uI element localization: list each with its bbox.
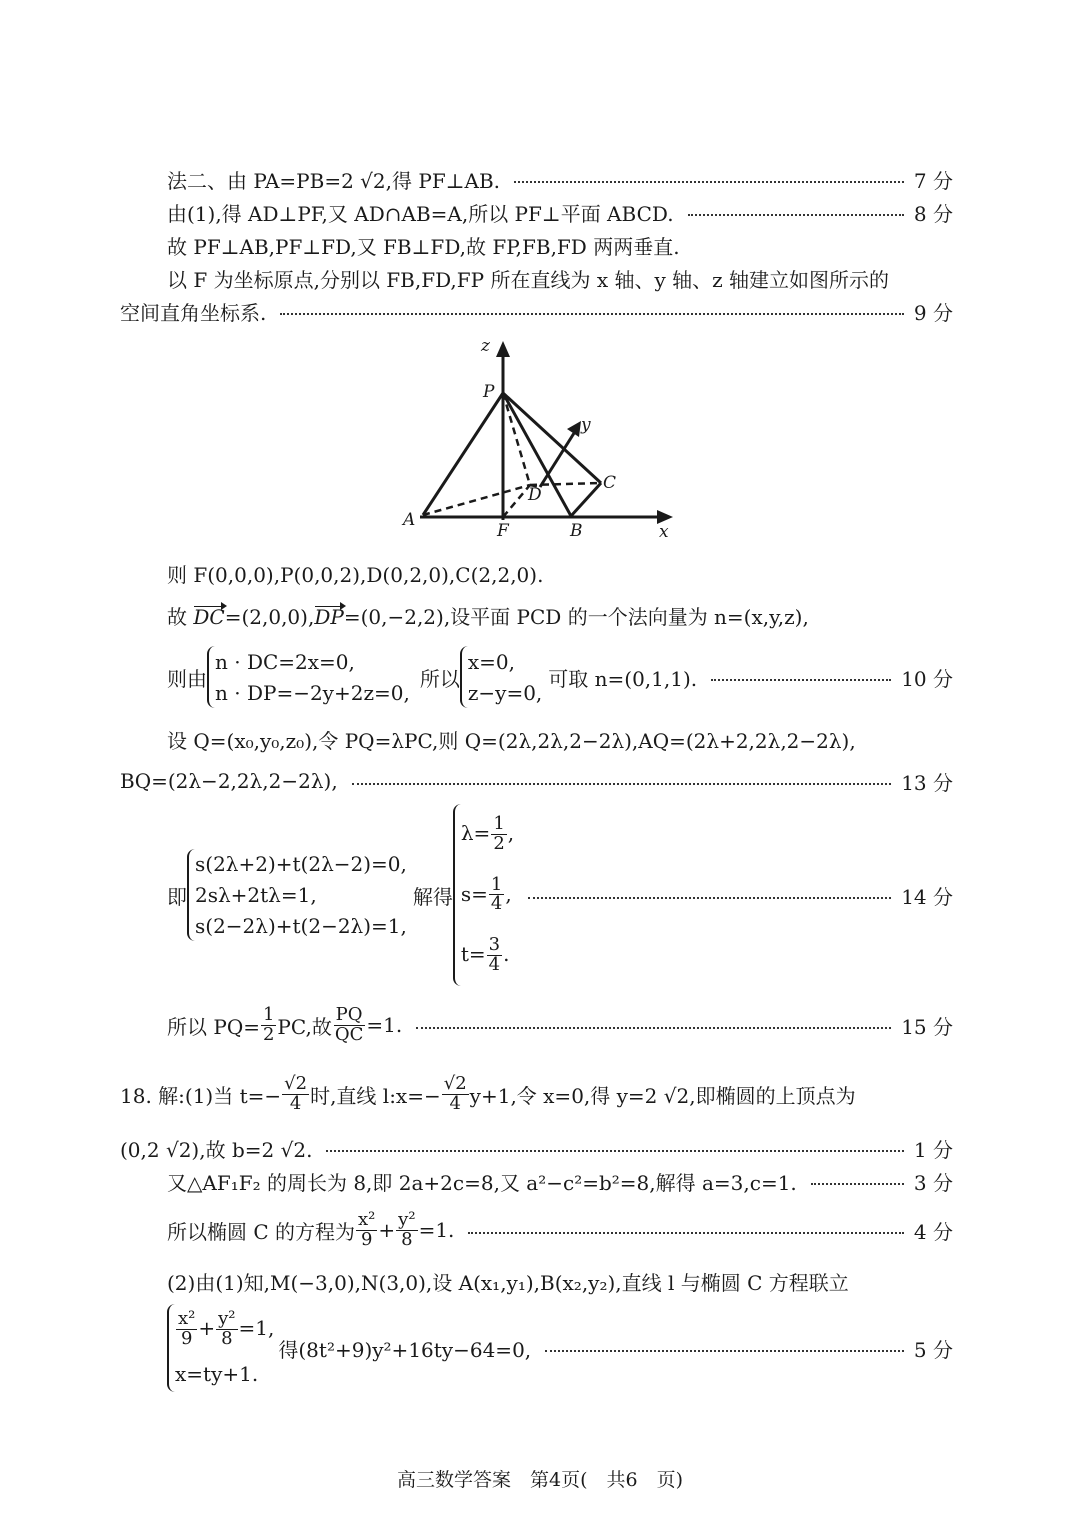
score: 4 分: [913, 1219, 953, 1244]
score: 8 分: [913, 201, 953, 226]
leader-dots: [280, 313, 904, 315]
solution-line: [120, 766, 953, 796]
solution-line: $\frac{\text{x²}}{9}$ + $\frac{\text{y²}}{8}$ =1, x=ty+1. 得(8t²+9)y²+16ty−64=0, 5 分: [167, 1302, 953, 1394]
coordinate-figure: [395, 335, 685, 545]
fraction: $\frac{√2}{4}$: [284, 1072, 308, 1114]
label-P: P: [483, 382, 495, 402]
solution-line: [120, 1133, 953, 1163]
line-text: 又△AF₁F₂ 的周长为 8,即 2a+2c=8,又 a²−c²=b²=8,解得 a=3,c=1.: [167, 1170, 797, 1195]
label-z: z: [481, 336, 490, 356]
line-text: BQ=(2λ−2,2λ,2−2λ),: [120, 769, 338, 793]
score: 7 分: [913, 168, 953, 193]
score: 13 分: [901, 770, 953, 795]
equation: λ= $\frac{1}{2}$ ,: [460, 812, 515, 854]
line-text: (0,2 √2),故 b=2 √2.: [120, 1137, 313, 1162]
solution-line: [167, 558, 953, 588]
solution-line: [120, 296, 953, 326]
z-axis-arrow: [496, 341, 510, 357]
fraction: $\frac{1}{2}$: [262, 1003, 275, 1045]
solution-line: [167, 600, 953, 630]
solution-line: [167, 724, 953, 754]
equation-system: [207, 646, 410, 708]
equation: n · DC=2x=0,: [215, 649, 355, 674]
vector-DP: DP: [314, 604, 344, 629]
score: 15 分: [901, 1014, 953, 1039]
solution-line: 所以 PQ= $\frac{1}{2}$ PC,故 $\frac{PQ}{QC}$ =1. 15 分: [167, 1003, 953, 1045]
leader-dots: [416, 1027, 891, 1029]
leader-dots: [468, 1232, 904, 1234]
equation: s(2−2λ)+t(2−2λ)=1,: [195, 913, 407, 938]
leader-dots: [352, 783, 891, 785]
line-text: 空间直角坐标系.: [120, 300, 267, 325]
label-D: D: [528, 485, 542, 505]
leader-dots: [711, 679, 891, 681]
fraction: $\frac{PQ}{QC}$: [334, 1003, 364, 1045]
line-text: 故 DC=(2,0,0),DP=(0,−2,2),设平面 PCD 的一个法向量为 n=(x,y,z),: [167, 604, 809, 629]
line-text: (2)由(1)知,M(−3,0),N(3,0),设 A(x₁,y₁),B(x₂,y₂),直线 l 与椭圆 C 方程联立: [167, 1270, 849, 1295]
fraction: $\frac{\text{x²}}{9}$: [358, 1208, 376, 1250]
label-F: F: [497, 521, 509, 541]
equation: $\frac{\text{x²}}{9}$ + $\frac{\text{y²}}{8}$ =1,: [178, 1308, 275, 1350]
equation: x=ty+1.: [175, 1361, 259, 1386]
equation: s= $\frac{1}{4}$ ,: [460, 873, 512, 915]
edge-CB: [571, 483, 601, 516]
y-axis: [540, 430, 576, 487]
line-text: 故 PF⊥AB,PF⊥FD,又 FB⊥FD,故 FP,FB,FD 两两垂直.: [167, 234, 680, 259]
line-text: 则 F(0,0,0),P(0,0,2),D(0,2,0),C(2,2,0).: [167, 562, 544, 587]
page-footer: 高三数学答案 第4页( 共6 页): [396, 1469, 683, 1491]
solution-system: [453, 804, 514, 986]
equation-system: [167, 1304, 274, 1392]
score: 14 分: [901, 884, 953, 909]
label-y: y: [581, 415, 591, 435]
leader-dots: [545, 1350, 904, 1352]
leader-dots: [528, 897, 891, 899]
score: 10 分: [901, 666, 953, 691]
equation-system: [187, 849, 407, 941]
fraction: $\frac{√2}{4}$: [443, 1072, 467, 1114]
solution-line: [167, 1166, 953, 1196]
vector-DC: DC: [193, 604, 225, 629]
label-A: A: [403, 510, 416, 530]
solution-line: [167, 164, 953, 194]
equation: z−y=0,: [467, 680, 543, 705]
leader-dots: [688, 214, 904, 216]
solution-line: [167, 263, 953, 293]
label-C: C: [603, 473, 617, 493]
fraction: $\frac{\text{y²}}{8}$: [398, 1208, 416, 1250]
label-x: x: [659, 522, 669, 542]
label-B: B: [570, 521, 583, 541]
equation: s(2λ+2)+t(2λ−2)=0,: [195, 852, 407, 877]
leader-dots: [811, 1183, 904, 1185]
leader-dots: [326, 1150, 903, 1152]
equation: t= $\frac{3}{4}$ .: [460, 934, 510, 976]
solution-line: 则由 n · DC=2x=0, n · DP=−2y+2z=0, 所以 x=0, z−y=0, 可取 n=(0,1,1). 10 分: [167, 644, 953, 710]
solution-line: 所以椭圆 C 的方程为 $\frac{\text{x²}}{9}$ + $\frac{\text{y²}}{8}$ =1. 4 分: [167, 1208, 953, 1250]
equation: x=0,: [467, 649, 515, 674]
line-text: 法二、由 PA=PB=2 √2,得 PF⊥AB.: [167, 168, 500, 193]
score: 1 分: [913, 1137, 953, 1162]
score: 9 分: [913, 300, 953, 325]
line-text: 设 Q=(x₀,y₀,z₀),令 PQ=λPC,则 Q=(2λ,2λ,2−2λ),AQ=(2λ+2,2λ,2−2λ),: [167, 728, 856, 753]
line-text: 由(1),得 AD⊥PF,又 AD∩AB=A,所以 PF⊥平面 ABCD.: [167, 201, 674, 226]
leader-dots: [514, 181, 904, 183]
solution-line: [167, 230, 953, 260]
equation-system: [460, 646, 542, 708]
equation: n · DP=−2y+2z=0,: [215, 680, 410, 705]
solution-line: [167, 197, 953, 227]
solution-line: 18. 解:(1)当 t=− $\frac{√2}{4}$ 时,直线 l:x=− $\frac{√2}{4}$ y+1,令 x=0,得 y=2 √2,即椭圆的上顶点为: [120, 1072, 856, 1114]
edge-PA: [423, 393, 503, 515]
solution-line: [167, 1266, 953, 1296]
score: 5 分: [913, 1337, 953, 1362]
solution-line: 即 s(2λ+2)+t(2λ−2)=0, 2sλ+2tλ=1, s(2−2λ)+t(2−2λ)=1, 解得 λ= $\frac{1}{2}$ , s= $\frac{1}{4}$ , t= $\frac{3}{4}$ . 14 分: [167, 800, 953, 990]
equation: 2sλ+2tλ=1,: [195, 882, 317, 907]
score: 3 分: [913, 1170, 953, 1195]
line-text: 以 F 为坐标原点,分别以 FB,FD,FP 所在直线为 x 轴、y 轴、z 轴建立如图所示的: [167, 267, 890, 292]
